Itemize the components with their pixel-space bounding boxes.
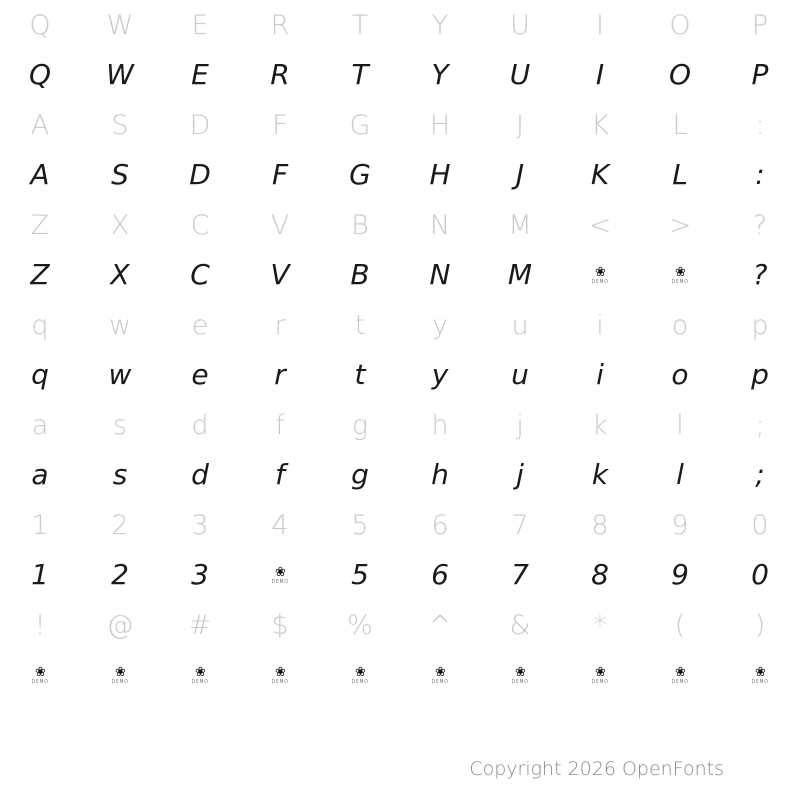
key-label: g bbox=[351, 409, 369, 441]
demo-watermark-glyph bbox=[320, 650, 400, 700]
specimen-glyph: 3 bbox=[191, 558, 209, 591]
demo-watermark-glyph bbox=[640, 250, 720, 300]
key-label: i bbox=[596, 309, 604, 341]
demo-watermark-glyph bbox=[560, 250, 640, 300]
key-label: G bbox=[349, 109, 371, 141]
key-label: h bbox=[431, 409, 449, 441]
specimen-glyph: 8 bbox=[591, 558, 609, 591]
demo-label: DEMO bbox=[271, 578, 289, 585]
leaf-icon: ❀ bbox=[35, 664, 45, 680]
specimen-glyph: 0 bbox=[751, 558, 769, 591]
demo-label: DEMO bbox=[271, 678, 289, 685]
key-label: M bbox=[508, 209, 532, 241]
specimen-glyph: H bbox=[429, 158, 451, 191]
demo-watermark-glyph bbox=[160, 650, 240, 700]
leaf-icon: ❀ bbox=[515, 664, 525, 680]
key-label: # bbox=[188, 609, 212, 641]
copyright-notice: Copyright 2026 OpenFonts bbox=[469, 758, 724, 780]
demo-watermark-glyph bbox=[720, 650, 800, 700]
specimen-glyph: N bbox=[429, 258, 451, 291]
specimen-glyph: 5 bbox=[351, 558, 369, 591]
key-label: f bbox=[275, 409, 285, 441]
specimen-glyph: V bbox=[270, 258, 290, 291]
key-label: ; bbox=[755, 409, 765, 441]
demo-label: DEMO bbox=[351, 678, 369, 685]
key-label: r bbox=[274, 309, 286, 341]
specimen-glyph: Z bbox=[30, 258, 50, 291]
specimen-glyph: q bbox=[31, 358, 49, 391]
specimen-glyph: h bbox=[431, 458, 449, 491]
key-label: 3 bbox=[191, 509, 209, 541]
specimen-glyph: F bbox=[271, 158, 289, 191]
key-label: I bbox=[596, 9, 604, 41]
key-label: Y bbox=[431, 9, 449, 41]
key-label: K bbox=[591, 109, 609, 141]
leaf-icon: ❀ bbox=[355, 664, 365, 680]
key-label: D bbox=[189, 109, 211, 141]
demo-label: DEMO bbox=[591, 678, 609, 685]
specimen-glyph: w bbox=[108, 358, 132, 391]
demo-watermark-glyph bbox=[480, 650, 560, 700]
specimen-glyph: p bbox=[751, 358, 769, 391]
specimen-glyph: U bbox=[509, 58, 531, 91]
key-label: 7 bbox=[511, 509, 529, 541]
key-label: & bbox=[509, 609, 531, 641]
key-label: F bbox=[272, 109, 288, 141]
specimen-glyph: M bbox=[507, 258, 533, 291]
key-label: W bbox=[106, 9, 134, 41]
specimen-glyph: L bbox=[672, 158, 688, 191]
key-label: L bbox=[672, 109, 688, 141]
demo-watermark-glyph bbox=[0, 650, 80, 700]
specimen-glyph: f bbox=[275, 458, 285, 491]
leaf-icon: ❀ bbox=[435, 664, 445, 680]
leaf-icon: ❀ bbox=[675, 664, 685, 680]
specimen-glyph: P bbox=[751, 58, 769, 91]
key-label: ) bbox=[754, 609, 766, 641]
key-label: : bbox=[755, 109, 765, 141]
key-label: 5 bbox=[351, 509, 369, 541]
key-label: T bbox=[351, 9, 369, 41]
key-label: V bbox=[270, 209, 290, 241]
specimen-glyph: S bbox=[111, 158, 129, 191]
specimen-glyph: I bbox=[595, 58, 605, 91]
key-label: t bbox=[354, 309, 366, 341]
key-label: < bbox=[588, 209, 612, 241]
specimen-glyph: y bbox=[431, 358, 449, 391]
key-label: N bbox=[429, 209, 451, 241]
specimen-glyph: G bbox=[349, 158, 371, 191]
specimen-glyph: e bbox=[191, 358, 209, 391]
key-label: ^ bbox=[428, 609, 452, 641]
specimen-glyph: ? bbox=[752, 258, 768, 291]
specimen-glyph: C bbox=[190, 258, 210, 291]
key-label: X bbox=[110, 209, 130, 241]
key-label: 9 bbox=[671, 509, 689, 541]
demo-label: DEMO bbox=[591, 278, 609, 285]
specimen-glyph: A bbox=[30, 158, 50, 191]
key-label: q bbox=[31, 309, 49, 341]
key-label: * bbox=[593, 609, 607, 641]
key-label: s bbox=[112, 409, 128, 441]
leaf-icon: ❀ bbox=[195, 664, 205, 680]
specimen-glyph: r bbox=[274, 358, 286, 391]
key-label: 0 bbox=[751, 509, 769, 541]
key-label: U bbox=[510, 9, 530, 41]
leaf-icon: ❀ bbox=[275, 564, 285, 580]
specimen-glyph: i bbox=[596, 358, 604, 391]
specimen-glyph: d bbox=[191, 458, 209, 491]
demo-label: DEMO bbox=[431, 678, 449, 685]
key-label: o bbox=[671, 309, 689, 341]
key-label: k bbox=[592, 409, 608, 441]
demo-label: DEMO bbox=[511, 678, 529, 685]
specimen-glyph: 1 bbox=[31, 558, 49, 591]
key-label: 1 bbox=[31, 509, 49, 541]
key-label: > bbox=[668, 209, 692, 241]
key-label: Z bbox=[30, 209, 50, 241]
key-label: % bbox=[347, 609, 373, 641]
specimen-glyph: Q bbox=[28, 58, 52, 91]
key-label: @ bbox=[106, 609, 134, 641]
specimen-glyph: B bbox=[350, 258, 370, 291]
demo-label: DEMO bbox=[31, 678, 49, 685]
key-label: B bbox=[351, 209, 369, 241]
demo-label: DEMO bbox=[671, 278, 689, 285]
key-label: 6 bbox=[431, 509, 449, 541]
key-label: O bbox=[669, 9, 691, 41]
key-label: ( bbox=[674, 609, 686, 641]
key-label: E bbox=[191, 9, 209, 41]
demo-watermark-glyph bbox=[240, 650, 320, 700]
key-label: 4 bbox=[271, 509, 289, 541]
leaf-icon: ❀ bbox=[115, 664, 125, 680]
key-label: d bbox=[191, 409, 209, 441]
key-label: j bbox=[516, 409, 524, 441]
key-label: y bbox=[432, 309, 448, 341]
specimen-glyph: g bbox=[351, 458, 369, 491]
key-label: p bbox=[751, 309, 769, 341]
demo-watermark-glyph bbox=[640, 650, 720, 700]
key-label: C bbox=[190, 209, 210, 241]
demo-watermark-glyph bbox=[80, 650, 160, 700]
specimen-glyph: O bbox=[668, 58, 692, 91]
leaf-icon: ❀ bbox=[675, 264, 685, 280]
specimen-glyph: j bbox=[516, 458, 524, 491]
key-label: l bbox=[676, 409, 684, 441]
specimen-glyph: E bbox=[191, 58, 209, 91]
demo-label: DEMO bbox=[751, 678, 769, 685]
specimen-glyph: t bbox=[354, 358, 366, 391]
specimen-glyph: s bbox=[112, 458, 128, 491]
key-label: 8 bbox=[591, 509, 609, 541]
key-label: $ bbox=[271, 609, 289, 641]
specimen-glyph: k bbox=[591, 458, 609, 491]
specimen-glyph: : bbox=[755, 158, 765, 191]
key-label: P bbox=[751, 9, 769, 41]
specimen-glyph: 2 bbox=[111, 558, 129, 591]
demo-label: DEMO bbox=[111, 678, 129, 685]
specimen-glyph: u bbox=[511, 358, 529, 391]
key-label: u bbox=[511, 309, 529, 341]
specimen-glyph: l bbox=[676, 458, 684, 491]
specimen-glyph: a bbox=[31, 458, 49, 491]
leaf-icon: ❀ bbox=[595, 664, 605, 680]
specimen-glyph: X bbox=[110, 258, 130, 291]
key-label: a bbox=[31, 409, 49, 441]
key-label: A bbox=[30, 109, 50, 141]
demo-label: DEMO bbox=[671, 678, 689, 685]
key-label: J bbox=[516, 109, 524, 141]
specimen-glyph: 6 bbox=[431, 558, 449, 591]
specimen-glyph: R bbox=[270, 58, 290, 91]
key-label: ? bbox=[752, 209, 768, 241]
key-label: H bbox=[429, 109, 451, 141]
demo-watermark-glyph bbox=[560, 650, 640, 700]
specimen-glyph: W bbox=[106, 58, 134, 91]
demo-watermark-glyph bbox=[240, 550, 320, 600]
specimen-glyph: T bbox=[351, 58, 369, 91]
key-label: S bbox=[111, 109, 129, 141]
demo-watermark-glyph bbox=[400, 650, 480, 700]
leaf-icon: ❀ bbox=[595, 264, 605, 280]
specimen-glyph: 7 bbox=[511, 558, 529, 591]
key-label: 2 bbox=[111, 509, 129, 541]
specimen-glyph: D bbox=[189, 158, 211, 191]
specimen-glyph: o bbox=[671, 358, 689, 391]
key-label: w bbox=[108, 309, 132, 341]
demo-label: DEMO bbox=[191, 678, 209, 685]
key-label: Q bbox=[29, 9, 51, 41]
leaf-icon: ❀ bbox=[275, 664, 285, 680]
key-label: e bbox=[191, 309, 209, 341]
key-label: ! bbox=[34, 609, 46, 641]
specimen-glyph: 9 bbox=[671, 558, 689, 591]
specimen-glyph: ; bbox=[755, 458, 765, 491]
specimen-glyph: Y bbox=[431, 58, 449, 91]
key-label: R bbox=[270, 9, 290, 41]
specimen-glyph: K bbox=[590, 158, 610, 191]
specimen-glyph: J bbox=[515, 158, 525, 191]
leaf-icon: ❀ bbox=[755, 664, 765, 680]
